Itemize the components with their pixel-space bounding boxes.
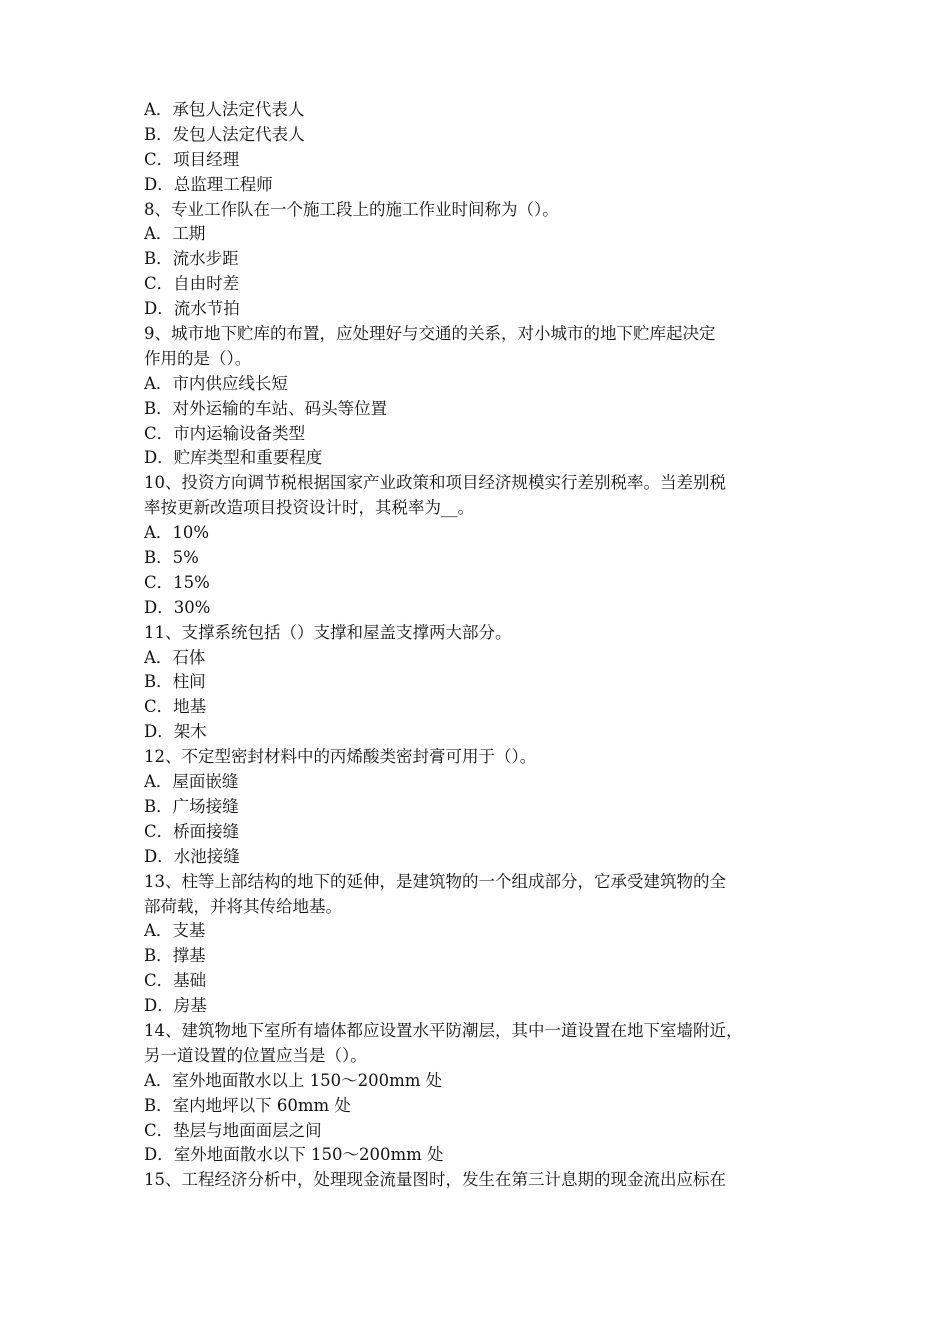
text-line: A．石体 (144, 647, 206, 667)
text-line: C．基础 (144, 971, 207, 991)
text-line: C．市内运输设备类型 (144, 423, 306, 443)
text-line: C．项目经理 (144, 149, 240, 169)
text-line: B．流水步距 (144, 249, 239, 269)
text-line: A．工期 (144, 224, 206, 244)
text-line: D．流水节拍 (144, 299, 240, 319)
text-line: 10、投资方向调节税根据国家产业政策和项目经济规模实行差别税率。当差别税 (144, 473, 726, 493)
text-line: A．室外地面散水以上 150～200mm 处 (144, 1070, 443, 1090)
text-line: A．市内供应线长短 (144, 373, 288, 393)
text-line: 11、支撑系统包括（）支撑和屋盖支撑两大部分。 (144, 622, 512, 642)
text-line: 9、城市地下贮库的布置，应处理好与交通的关系，对小城市的地下贮库起决定 (144, 324, 716, 344)
text-line: 率按更新改造项目投资设计时，其税率为__。 (144, 498, 474, 518)
text-line: A．承包人法定代表人 (144, 100, 305, 119)
text-line: B．撑基 (144, 946, 206, 966)
text-line: 另一道设置的位置应当是（）。 (144, 1045, 367, 1065)
text-line: 部荷载，并将其传给地基。 (144, 896, 342, 916)
text-line: B．广场接缝 (144, 796, 239, 816)
text-line: D．贮库类型和重要程度 (144, 448, 323, 468)
text-line: D．室外地面散水以下 150～200mm 处 (144, 1145, 444, 1165)
text-line: B．发包人法定代表人 (144, 124, 305, 144)
text-line: C．地基 (144, 697, 207, 717)
text-line: D．总监理工程师 (144, 174, 273, 194)
text-line: B．对外运输的车站、码头等位置 (144, 398, 388, 418)
text-line: B．室内地坪以下 60mm 处 (144, 1095, 351, 1115)
text-line: B．5% (144, 548, 199, 568)
text-line: B．柱间 (144, 672, 206, 692)
text-line: A．10% (144, 523, 210, 543)
text-line: 8、专业工作队在一个施工段上的施工作业时间称为（）。 (144, 199, 559, 219)
text-line: 作用的是（）。 (144, 348, 252, 368)
text-line: D．30% (144, 597, 211, 617)
text-line: 15、工程经济分析中，处理现金流量图时，发生在第三计息期的现金流出应标在 (144, 1170, 726, 1190)
text-line: D．房基 (144, 996, 207, 1016)
text-line: 12、不定型密封材料中的丙烯酸类密封膏可用于（）。 (144, 747, 537, 767)
text-line: C．自由时差 (144, 274, 240, 294)
text-line: A．屋面嵌缝 (144, 772, 239, 792)
text-line: C．15% (144, 572, 210, 592)
text-line: D．架木 (144, 722, 207, 742)
text-line: 13、柱等上部结构的地下的延伸，是建筑物的一个组成部分，它承受建筑物的全 (144, 871, 726, 891)
text-line: A．支基 (144, 921, 206, 941)
text-line: 14、建筑物地下室所有墙体都应设置水平防潮层，其中一道设置在地下室墙附近， (144, 1020, 743, 1040)
text-line: C．桥面接缝 (144, 821, 240, 841)
document-page (144, 98, 814, 1193)
text-line: C．垫层与地面面层之间 (144, 1120, 322, 1140)
text-line: D．水池接缝 (144, 846, 240, 866)
